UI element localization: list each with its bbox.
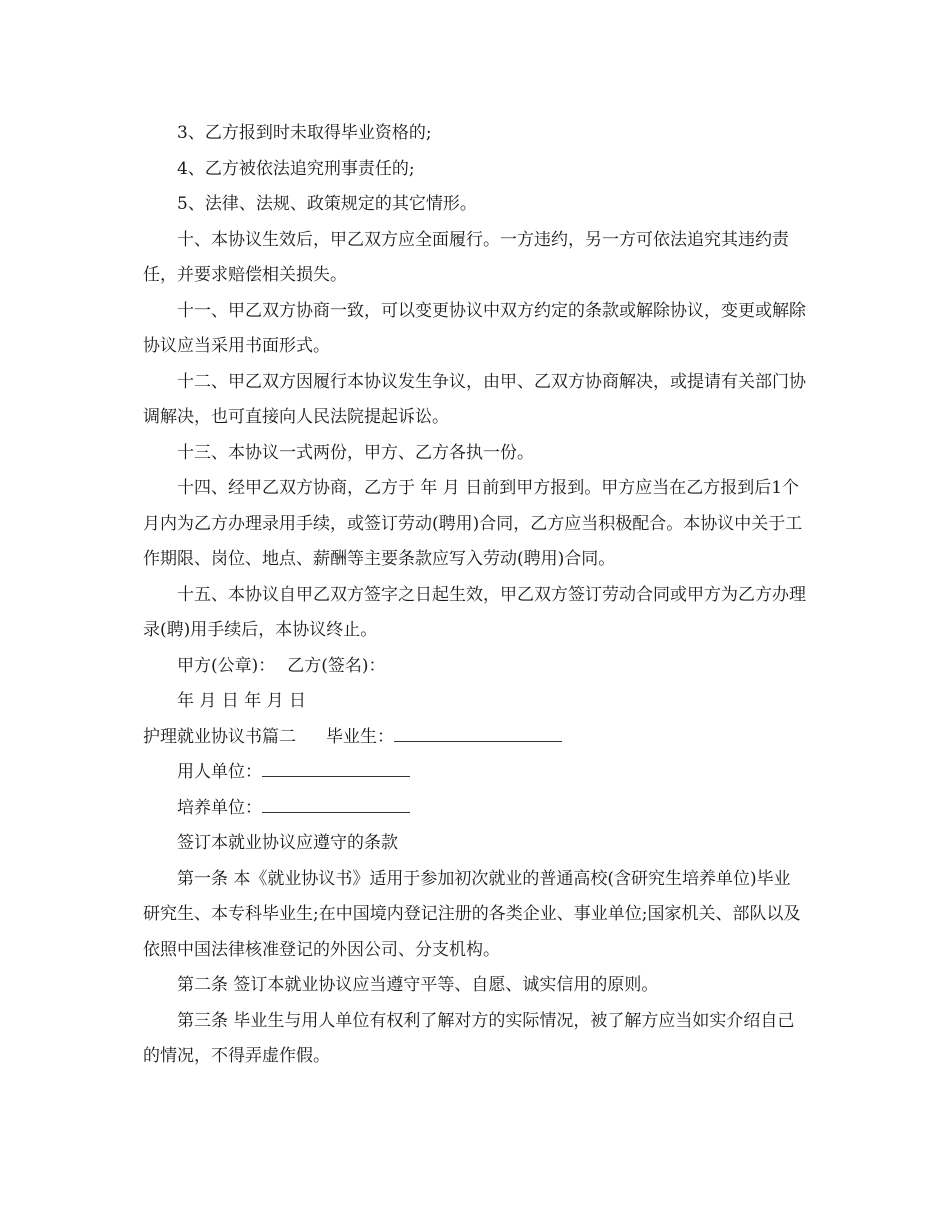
training-unit-line	[143, 791, 807, 827]
graduate-label: 毕业生：	[326, 726, 394, 747]
clause-article-13: 十三、本协议一式两份，甲方、乙方各执一份。	[177, 442, 534, 463]
clause-article-10: 十、本协议生效后，甲乙双方应全面履行。一方违约，另一方可依法追究其违约责任，并要求赔偿相关损失。	[143, 229, 789, 285]
clause-item-5: 5、法律、法规、政策规定的其它情形。	[177, 194, 477, 214]
section-two-title: 护理就业协议书篇二	[143, 726, 296, 747]
article-1: 第一条 本《就业协议书》适用于参加初次就业的普通高校(含研究生培养单位)毕业研究生、本专科毕业生;在中国境内登记注册的各类企业、事业单位;国家机关、部队以及依照中国法律核准登记的外因公司、分支机构。	[143, 868, 801, 960]
clause-article-11: 十一、甲乙双方协商一致，可以变更协议中双方约定的条款或解除协议，变更或解除协议应当采用书面形式。	[143, 300, 806, 356]
section-two-header	[143, 720, 807, 756]
employer-line	[143, 755, 807, 791]
training-unit-blank	[262, 794, 410, 813]
terms-heading: 签订本就业协议应遵守的条款	[177, 833, 398, 853]
graduate-blank	[394, 723, 562, 742]
article-2: 第二条 签订本就业协议应当遵守平等、自愿、诚实信用的原则。	[177, 975, 659, 995]
party-b-signature-label: 乙方(签名)：	[287, 655, 386, 676]
employer-blank	[262, 758, 410, 777]
clause-article-14: 十四、经甲乙双方协商，乙方于 年 月 日前到甲方报到。甲方应当在乙方报到后1个月内为乙方办理录用手续，或签订劳动(聘用)合同，乙方应当积极配合。本协议中关于工作期限、岗位、地点、薪酬等主要条款应写入劳动(聘用)合同。	[143, 478, 803, 569]
clause-item-3: 3、乙方报到时未取得毕业资格的;	[177, 123, 432, 143]
employer-label: 用人单位：	[177, 762, 262, 782]
signature-line	[143, 649, 807, 685]
document-body	[143, 116, 807, 1075]
date-line: 年 月 日 年 月 日	[177, 691, 307, 711]
training-unit-label: 培养单位：	[177, 797, 262, 818]
clause-article-15: 十五、本协议自甲乙双方签字之日起生效，甲乙双方签订劳动合同或甲方为乙方办理录(聘)用手续后，本协议终止。	[143, 584, 806, 640]
party-a-signature-label: 甲方(公章)：	[177, 655, 276, 676]
clause-article-12: 十二、甲乙双方因履行本协议发生争议，由甲、乙双方协商解决，或提请有关部门协调解决，也可直接向人民法院提起诉讼。	[143, 371, 806, 427]
article-3: 第三条 毕业生与用人单位有权利了解对方的实际情况，被了解方应当如实介绍自己的情况，不得弄虚作假。	[143, 1010, 795, 1066]
clause-item-4: 4、乙方被依法追究刑事责任的;	[177, 158, 415, 179]
